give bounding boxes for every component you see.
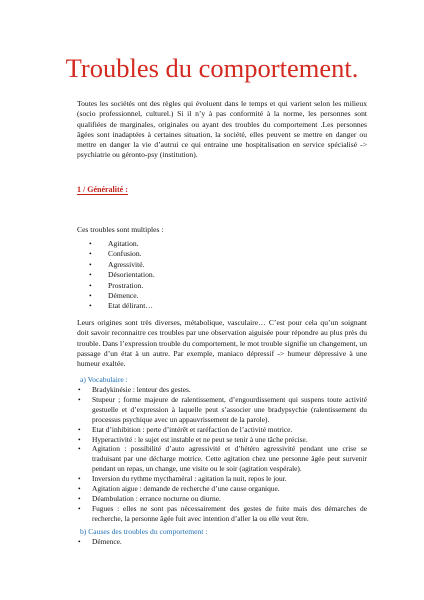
bullet-icon: • <box>78 484 81 494</box>
section-heading <box>77 185 128 195</box>
vocabulary-item <box>77 385 367 395</box>
bullet-icon: • <box>89 259 92 269</box>
bullet-icon: • <box>78 493 81 503</box>
vocabulary-item-text: Déambulation : errance nocturne ou diurne. <box>92 493 221 503</box>
intro-paragraph: Toutes les sociétés ont des règles qui évoluent dans le temps et qui varient selon les milieux (socio professionnel, culturel.) Si il n’y à pas conformité à la norme, les personnes sont qualifiées de marginales, originales ou ayant des troubles du comportement .Les personnes âgées sont inadaptées à certaines situation, la société, elles peuvent se mettre en danger ou mettre en danger la vie d’autrui ce qui entraine une hospitalisation en service spécialisé -> psychiatrie ou géronto-psy (institution). <box>77 99 367 160</box>
bullet-icon: • <box>89 301 92 311</box>
bullet-icon: • <box>89 249 92 259</box>
bullet-icon: • <box>78 503 81 513</box>
vocabulary-item-text: Bradykinésie : lenteur des gestes. <box>92 385 191 394</box>
troubles-lead: Ces troubles sont multiples : <box>77 225 164 234</box>
bullet-icon: • <box>89 280 92 290</box>
trouble-item-text: Démence. <box>108 291 139 301</box>
vocabulary-item <box>77 395 367 425</box>
trouble-item <box>89 270 155 280</box>
bullet-icon: • <box>78 474 81 484</box>
trouble-item <box>89 291 155 301</box>
bullet-icon: • <box>89 291 92 301</box>
vocabulary-list <box>77 385 367 524</box>
origins-paragraph: Leurs origines sont très diverses, métabolique, vasculaire… C’est pour cela qu’un soignant doit savoir reconnaitre ces troubles par une observation aiguisée pour répondre au plus près du trouble. Dans l’expression trouble du comportement, le mot trouble signifie un changement, un passage d’un état à un autre. Par exemple, maniaco dépressif -> humeur dépressive à une humeur exaltée. <box>77 318 367 369</box>
trouble-item <box>89 281 155 291</box>
trouble-item <box>89 260 155 270</box>
trouble-item-text: Agressivité. <box>108 259 145 269</box>
vocabulary-item <box>77 484 367 494</box>
vocabulary-item-text: Inversion du rythme mycthaméral : agitation la nuit, repos le jour. <box>92 474 287 484</box>
bullet-icon: • <box>78 385 81 394</box>
cause-item-text: Démence. <box>92 537 122 546</box>
vocabulary-item-text: Stupeur ; forme majeure de ralentissement, d’engourdissement qui suspens toute activité gestuelle et d’expression à laquelle peut s’associer une bradypsychie (ralentissement du processus psychique avec un appauvrissement de la parole). <box>92 394 367 424</box>
section-heading-text: 1 / Généralité : <box>77 185 128 194</box>
troubles-list <box>89 239 155 312</box>
vocabulary-item <box>77 444 367 474</box>
trouble-item-text: Désorientation. <box>108 270 155 280</box>
bullet-icon: • <box>89 270 92 280</box>
bullet-icon: • <box>78 434 81 444</box>
vocabulary-item-text: Fugues : elles ne sont pas nécessairement des gestes de fuite mais des démarches de recherche, la personne âgée fuit avec intention d’aller la ou elle veut être. <box>92 503 367 523</box>
bullet-icon: • <box>78 444 81 454</box>
trouble-item-text: Prostration. <box>108 280 144 290</box>
bullet-icon: • <box>78 537 81 546</box>
bullet-icon: • <box>89 239 92 248</box>
vocabulary-item <box>77 435 367 445</box>
vocabulary-item <box>77 504 367 524</box>
causes-heading: b) Causes des troubles du comportement : <box>80 527 208 536</box>
trouble-item <box>89 301 155 311</box>
vocabulary-item-text: Hyperactivité : le sujet est instable et ne peut se tenir à une tâche précise. <box>92 434 308 444</box>
trouble-item-text: Confusion. <box>108 249 142 259</box>
vocabulary-item <box>77 474 367 484</box>
trouble-item <box>89 239 155 249</box>
vocabulary-item <box>77 425 367 435</box>
vocabulary-item-text: Agitation : possibilité d’auto agressivité et d’hétéro agressivité pendant une crise se traduisant par une décharge motrice. Cette agitation chez une personne âgée peut survenir pendant un repas, un change, une visite ou le soir (agitation vespérale). <box>92 444 367 474</box>
causes-list <box>77 537 122 547</box>
bullet-icon: • <box>78 394 81 404</box>
vocabulary-item-text: Agitation aigue : demande de recherche d’une cause organique. <box>92 484 280 494</box>
trouble-item-text: Agitation. <box>108 239 139 248</box>
trouble-item <box>89 249 155 259</box>
document-title: Troubles du comportement. <box>65 53 359 83</box>
vocabulary-item <box>77 494 367 504</box>
trouble-item-text: Etat délirant… <box>108 301 153 311</box>
cause-item <box>77 537 122 547</box>
vocabulary-heading: a) Vocabulaire : <box>80 375 128 384</box>
vocabulary-item-text: Etat d’inhibition : perte d’intérêt et raréfaction de l’activité motrice. <box>92 424 293 434</box>
bullet-icon: • <box>78 424 81 434</box>
